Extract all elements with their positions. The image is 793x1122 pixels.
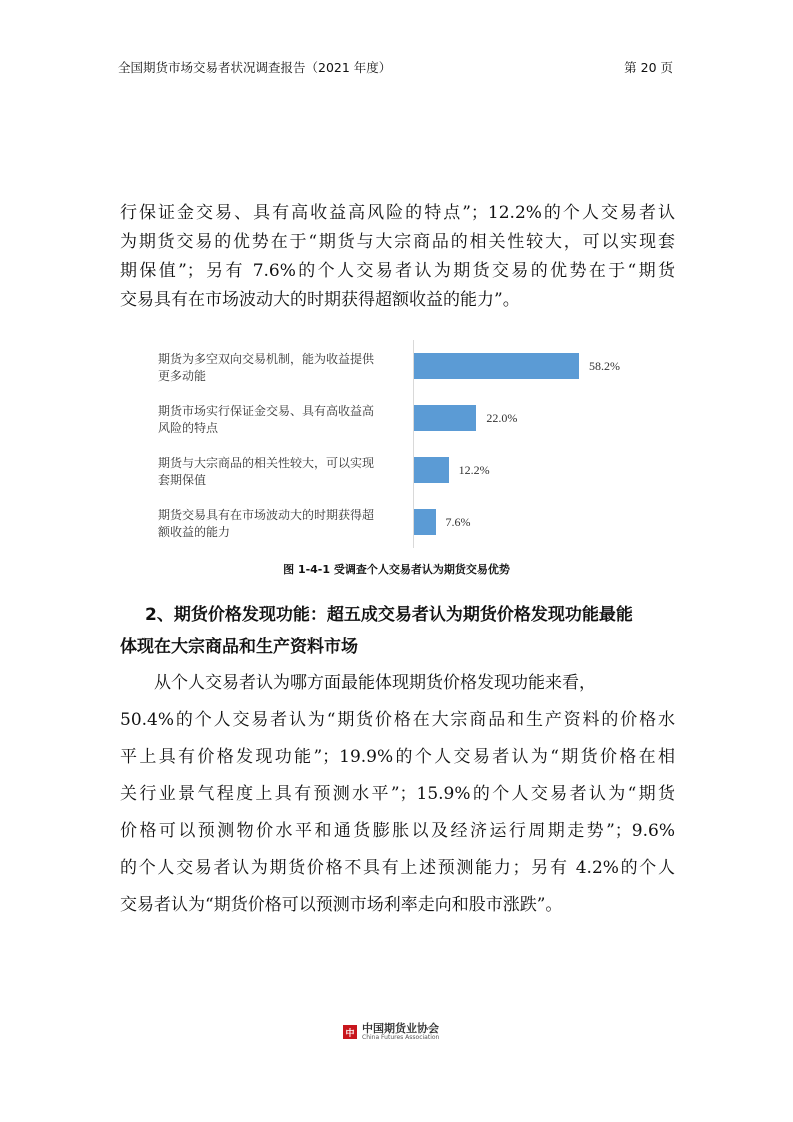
paragraph-line: 为期货交易的优势在于“期货与大宗商品的相关性较大，可以实现套 xyxy=(120,232,675,252)
category-label xyxy=(158,351,408,385)
category-label-line: 更多动能 xyxy=(158,369,207,383)
paragraph-line: 交易具有在市场波动大的时期获得超额收益的能力”。 xyxy=(120,290,520,310)
category-label-line: 额收益的能力 xyxy=(158,525,231,539)
advantages-bar-chart xyxy=(140,340,640,560)
paragraph-line: 行保证金交易、具有高收益高风险的特点”；12.2%的个人交易者认 xyxy=(120,203,675,223)
logo-text-cn: 中国期货业协会 xyxy=(362,1022,439,1035)
category-label-line: 期货市场实行保证金交易、具有高收益高 xyxy=(158,404,375,418)
data-label: 58.2% xyxy=(589,359,620,373)
category-label-line: 风险的特点 xyxy=(158,421,219,435)
paragraph-line: 从个人交易者认为哪方面最能体现期货价格发现功能来看， xyxy=(154,673,596,693)
paragraph-line: 关行业景气程度上具有预测水平”；15.9%的个人交易者认为“期货 xyxy=(120,784,675,804)
category-label xyxy=(158,455,408,489)
paragraph-line: 价格可以预测物价水平和通货膨胀以及经济运行周期走势”；9.6% xyxy=(120,821,675,841)
category-label xyxy=(158,507,408,541)
bar xyxy=(414,405,476,431)
paragraph-line: 50.4%的个人交易者认为“期货价格在大宗商品和生产资料的价格水 xyxy=(120,710,675,730)
bar xyxy=(414,353,579,379)
data-label: 22.0% xyxy=(486,411,518,425)
page-number: 第 20 页 xyxy=(624,60,673,75)
paragraph-line: 平上具有价格发现功能”；19.9%的个人交易者认为“期货价格在相 xyxy=(120,747,675,767)
paragraph-line: 交易者认为“期货价格可以预测市场利率走向和股市涨跌”。 xyxy=(120,895,563,915)
paragraph-line: 的个人交易者认为期货价格不具有上述预测能力；另有 4.2%的个人 xyxy=(120,858,675,878)
data-label: 7.6% xyxy=(445,515,471,529)
category-label-line: 期货为多空双向交易机制，能为收益提供 xyxy=(158,352,375,366)
bar xyxy=(414,457,449,483)
section-heading: 2、期货价格发现功能：超五成交易者认为期货价格发现功能最能 xyxy=(145,605,633,625)
category-label xyxy=(158,403,408,437)
logo-text-en: China Futures Association xyxy=(362,1034,440,1041)
footer-logo xyxy=(343,1023,439,1041)
category-label-line: 期货交易具有在市场波动大的时期获得超 xyxy=(158,508,375,522)
figure-caption: 图 1-4-1 受调查个人交易者认为期货交易优势 xyxy=(283,563,510,576)
category-label-line: 期货与大宗商品的相关性较大，可以实现 xyxy=(158,456,375,470)
section-heading: 体现在大宗商品和生产资料市场 xyxy=(120,637,358,657)
data-label: 12.2% xyxy=(458,463,490,477)
cfa-logo-icon: 中 xyxy=(343,1025,357,1039)
paragraph-line: 期保值”；另有 7.6%的个人交易者认为期货交易的优势在于“期货 xyxy=(120,261,675,281)
bar xyxy=(414,509,436,535)
running-header-title: 全国期货市场交易者状况调查报告（2021 年度） xyxy=(118,60,392,75)
category-label-line: 套期保值 xyxy=(158,473,207,487)
